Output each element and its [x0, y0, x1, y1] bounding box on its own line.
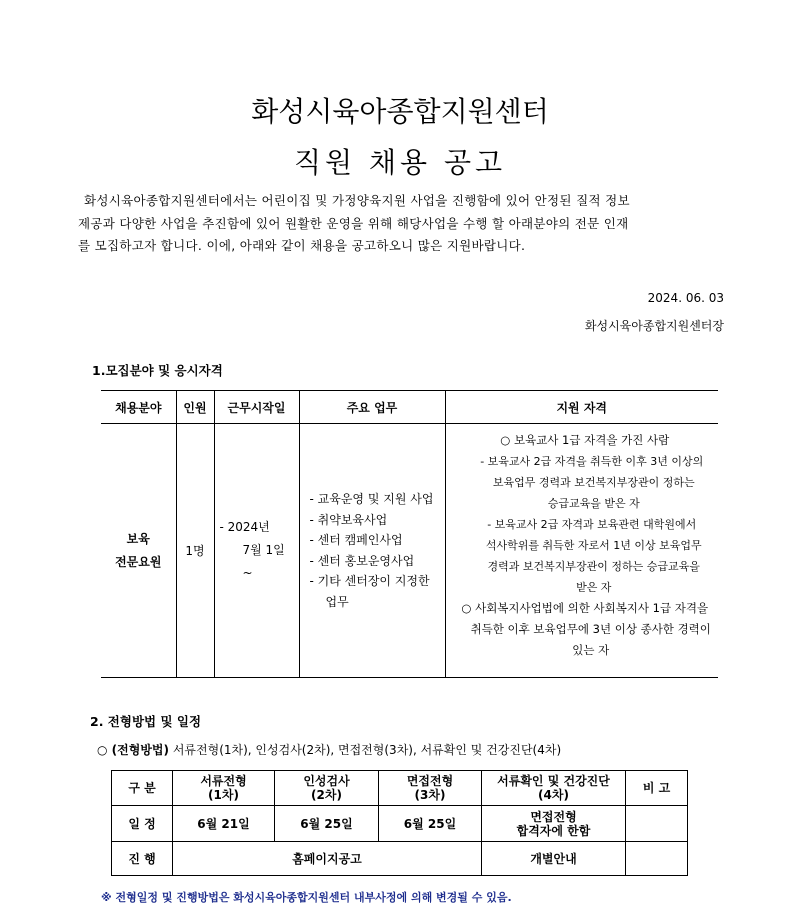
notice-signatory: 화성시육아종합지원센터장 [584, 319, 724, 333]
schedule-note: ※ 전형일정 및 진행방법은 화성시육아종합지원센터 내부사정에 의해 변경될 수 있음. [101, 891, 512, 904]
qualification-item: ○ 사회복지사업법에 의한 사회복지사 1급 자격을 [461, 601, 709, 615]
schedule-date: 6월 25일 [275, 806, 379, 842]
method-label: ○ (전형방법) [97, 743, 169, 757]
intro-paragraph [78, 190, 728, 258]
stage-name: 면접전형 [406, 774, 454, 788]
stage-order: (1차) [208, 788, 239, 802]
stage-order: (2차) [311, 788, 342, 802]
schedule-date [482, 806, 626, 842]
table-row [112, 806, 688, 842]
duties-cell [299, 424, 445, 678]
intro-line: 제공과 다양한 사업을 추진함에 있어 원활한 운영을 위해 해당사업을 수행 할 아래분야의 전문 인재 [78, 215, 629, 231]
row-label-progress: 진 행 [112, 842, 173, 876]
start-line: - 2024년 [219, 520, 270, 534]
method-text: 서류전형(1차), 인성검사(2차), 면접전형(3차), 서류확인 및 건강진단(4차) [172, 743, 562, 757]
method-line [97, 741, 561, 758]
table-header-row [101, 391, 718, 424]
start-line: 7월 1일 ~ [242, 543, 285, 580]
qualification-item: ○ 보육교사 1급 자격을 가진 사람 [500, 433, 670, 447]
intro-line: 화성시육아종합지원센터에서는 어린이집 및 가정양육지원 사업을 진행함에 있어 안정된 질적 정보 [84, 193, 630, 208]
recruitment-table [101, 390, 718, 678]
stage-name: 서류확인 및 건강진단 [497, 774, 610, 788]
intro-line: 를 모집하고자 합니다. 이에, 아래와 같이 채용을 공고하오니 많은 지원바랍니다. [78, 238, 526, 253]
stage-cell [173, 771, 275, 806]
progress-main: 홈페이지공고 [173, 842, 482, 876]
stage-order: (3차) [414, 788, 446, 802]
schedule-table [111, 770, 688, 876]
notice-title: 직원 채용 공고 [293, 146, 507, 179]
remark-cell [626, 842, 688, 876]
role-line: 보육 [126, 531, 150, 546]
notice-date: 2024. 06. 03 [647, 291, 724, 305]
notice-org-title: 화성시육아종합지원센터 [251, 95, 549, 128]
schedule-date-line: 합격자에 한함 [516, 823, 591, 838]
stage-cell [379, 771, 482, 806]
row-label-stage: 구 분 [112, 771, 173, 806]
section1-heading: 1.모집분야 및 응시자격 [92, 363, 223, 378]
table-row [112, 771, 688, 806]
table-row [101, 424, 718, 678]
row-label-schedule: 일 정 [112, 806, 173, 842]
header-count: 인원 [176, 391, 214, 424]
qualification-sub: 경력과 보건복지부장관이 정하는 승급교육을 [487, 560, 700, 573]
table-row [112, 842, 688, 876]
list-item: - 취약보육사업 [309, 512, 388, 527]
qualification-sub: 석사학위를 취득한 자로서 1년 이상 보육업무 [485, 539, 702, 552]
qualification-sub: 취득한 이후 보육업무에 3년 이상 종사한 경력이 [470, 622, 711, 636]
duties-list [306, 489, 445, 612]
stage-name: 서류전형 [200, 774, 247, 788]
stage-name: 인성검사 [303, 774, 350, 788]
list-item: - 기타 센터장이 지정한 업무 [309, 574, 430, 609]
header-duties: 주요 업무 [299, 391, 445, 424]
qualification-cell [445, 424, 718, 678]
header-start: 근무시작일 [214, 391, 299, 424]
schedule-date: 6월 25일 [379, 806, 482, 842]
qualification-sub: 있는 자 [572, 643, 610, 657]
qualification-sub: - 보육교사 2급 자격을 취득한 이후 3년 이상의 [480, 455, 704, 468]
stage-cell [482, 771, 626, 806]
count-cell: 1명 [176, 424, 214, 678]
list-item: - 센터 홍보운영사업 [309, 553, 415, 568]
role-cell [101, 424, 176, 678]
header-qualification: 지원 자격 [445, 391, 718, 424]
progress-individual: 개별안내 [482, 842, 626, 876]
header-field: 채용분야 [101, 391, 176, 424]
role-line: 전문요원 [115, 554, 162, 569]
section2-heading: 2. 전형방법 및 일정 [90, 714, 202, 729]
qualification-sub: 받은 자 [576, 581, 612, 594]
list-item: - 센터 캠페인사업 [309, 533, 403, 547]
schedule-date: 6월 21일 [173, 806, 275, 842]
qualification-sub: 승급교육을 받은 자 [547, 497, 640, 510]
list-item: - 교육운영 및 지원 사업 [309, 492, 434, 506]
remark-header: 비 고 [626, 771, 688, 806]
qualification-sub: - 보육교사 2급 자격과 보육관련 대학원에서 [487, 518, 697, 531]
schedule-date-line: 면접전형 [530, 809, 577, 824]
stage-cell [275, 771, 379, 806]
remark-cell [626, 806, 688, 842]
qualification-sub: 보육업무 경력과 보건복지부장관이 정하는 [492, 476, 695, 489]
start-cell [214, 424, 299, 678]
stage-order: (4차) [538, 788, 569, 802]
